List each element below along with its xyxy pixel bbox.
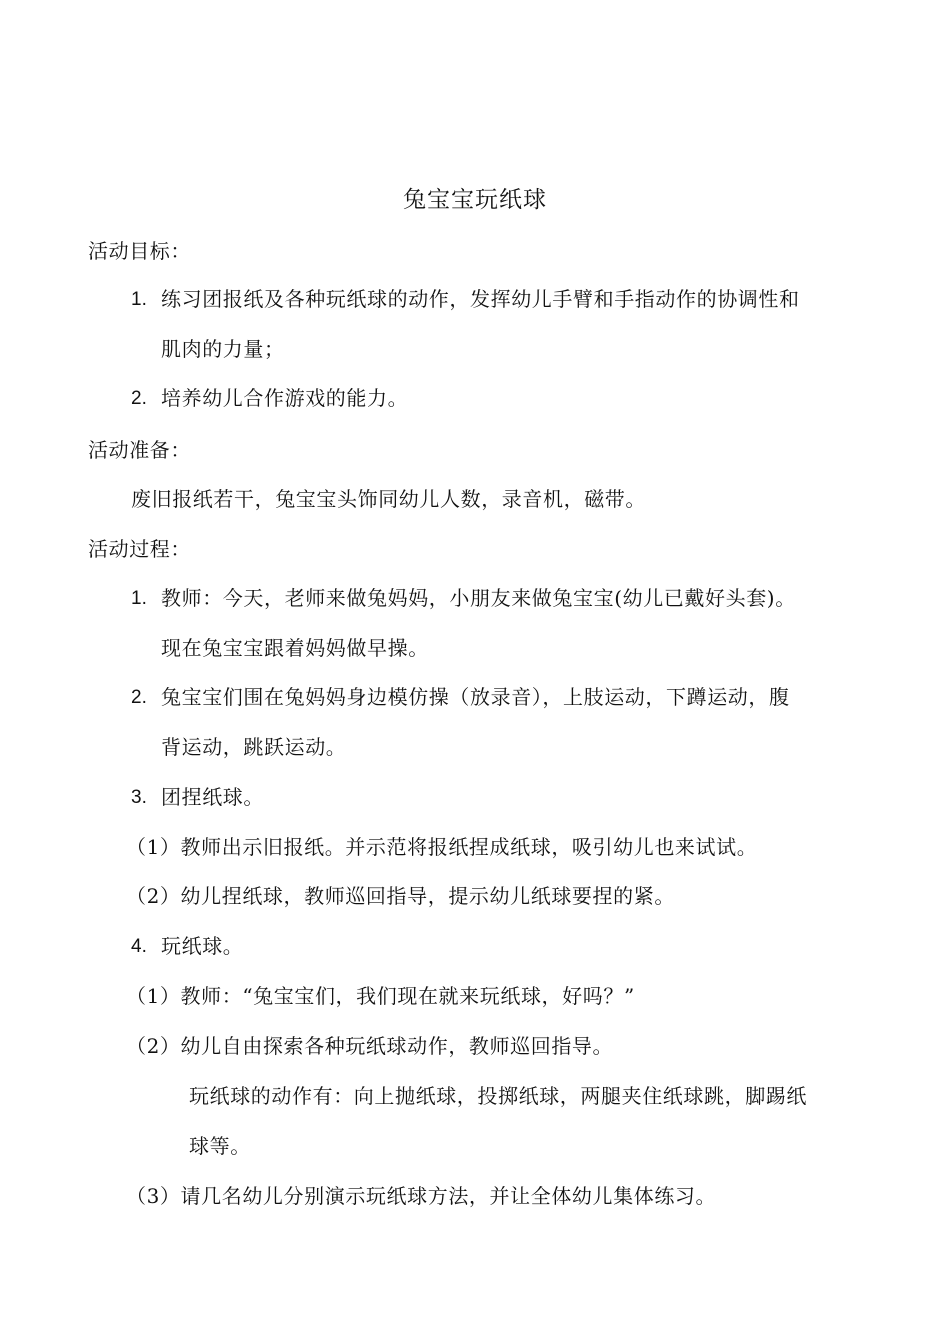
step-4-text: 玩纸球。: [161, 934, 244, 958]
step-4-sub-2: [126, 1031, 613, 1061]
step-3-sub-1: [126, 832, 757, 862]
document-title: 兔宝宝玩纸球: [403, 187, 547, 213]
goal-1-number: 1.: [131, 289, 147, 310]
step-4-sub-3-number: （3）: [126, 1184, 181, 1208]
step-4-sub-1-text: 教师：“兔宝宝们，我们现在就来玩纸球，好吗？”: [180, 984, 635, 1008]
step-4-sub-1-number: （1）: [126, 984, 181, 1008]
step-4-sub-2-number: （2）: [126, 1034, 181, 1058]
step-2-number: 2.: [131, 687, 147, 708]
goal-2-number: 2.: [131, 388, 147, 409]
step-1-number: 1.: [131, 588, 147, 609]
step-3-sub-2: [126, 881, 675, 911]
step-4-sub-3-text: 请几名幼儿分别演示玩纸球方法，并让全体幼儿集体练习。: [180, 1184, 717, 1208]
goal-1-text-line2: 肌肉的力量；: [161, 337, 285, 361]
step-4-note-line1: 玩纸球的动作有：向上抛纸球，投掷纸球，两腿夹住纸球跳，脚踢纸: [189, 1084, 807, 1108]
step-3-number: 3.: [131, 787, 147, 808]
goal-1-text-line1: 练习团报纸及各种玩纸球的动作，发挥幼儿手臂和手指动作的协调性和: [161, 287, 800, 311]
goal-2-text: 培养幼儿合作游戏的能力。: [161, 386, 409, 410]
step-3-text: 团捏纸球。: [161, 785, 264, 809]
step-3-sub-1-number: （1）: [126, 835, 181, 859]
step-2-text-line1: 兔宝宝们围在兔妈妈身边模仿操（放录音），上肢运动，下蹲运动，腹: [161, 685, 790, 709]
prep-text: 废旧报纸若干，兔宝宝头饰同幼儿人数，录音机，磁带。: [131, 487, 646, 511]
process-heading: 活动过程：: [88, 537, 191, 561]
step-4-sub-1: [126, 981, 635, 1011]
goals-heading: 活动目标：: [88, 239, 191, 263]
step-1-text-line2: 现在兔宝宝跟着妈妈做早操。: [161, 636, 429, 660]
step-2-text-line2: 背运动，跳跃运动。: [161, 735, 347, 759]
step-3-sub-1-text: 教师出示旧报纸。并示范将报纸捏成纸球，吸引幼儿也来试试。: [180, 835, 758, 859]
step-4-note-line2: 球等。: [189, 1134, 251, 1158]
step-4-sub-3: [126, 1181, 716, 1211]
step-1-text-line1: 教师：今天，老师来做兔妈妈，小朋友来做兔宝宝(幼儿已戴好头套)。: [161, 586, 796, 610]
step-3-sub-2-number: （2）: [126, 884, 181, 908]
step-4-number: 4.: [131, 936, 147, 957]
step-4-sub-2-text: 幼儿自由探索各种玩纸球动作，教师巡回指导。: [180, 1034, 614, 1058]
step-3-sub-2-text: 幼儿捏纸球，教师巡回指导，提示幼儿纸球要捏的紧。: [180, 884, 675, 908]
prep-heading: 活动准备：: [88, 438, 191, 462]
